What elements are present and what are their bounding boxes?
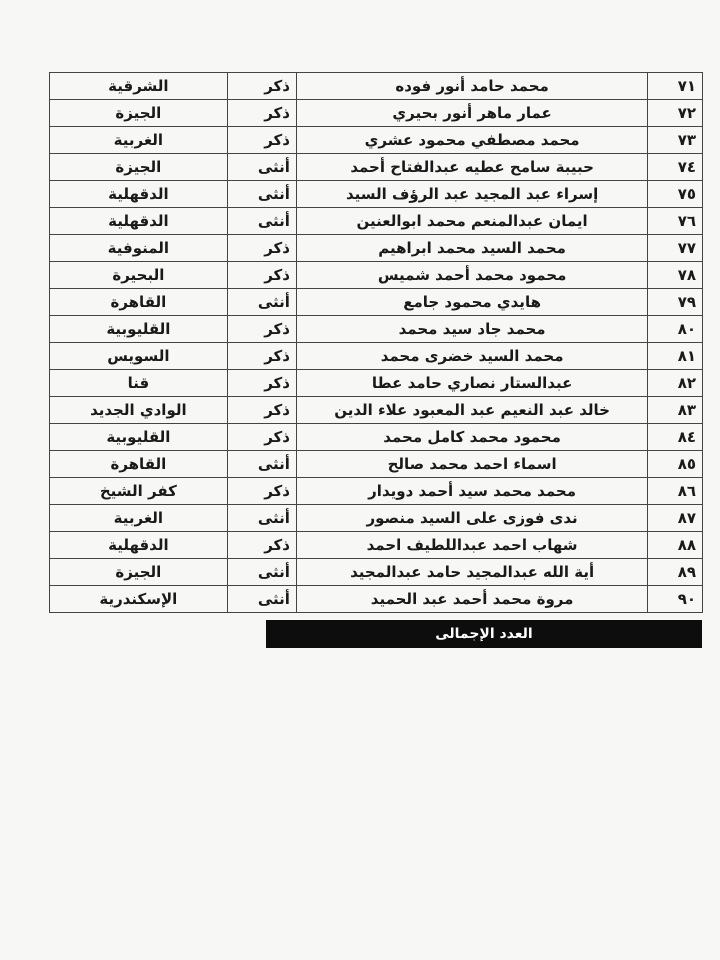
table-row (50, 73, 703, 100)
row-governorate: الشرقية (50, 73, 228, 100)
row-number: ٨٥ (648, 451, 703, 478)
row-name: عمار ماهر أنور بحيري (296, 100, 647, 127)
row-number: ٧٤ (648, 154, 703, 181)
row-governorate: القاهرة (50, 289, 228, 316)
table-row (50, 127, 703, 154)
table-row (50, 181, 703, 208)
table-row (50, 370, 703, 397)
row-name: محمد جاد سيد محمد (296, 316, 647, 343)
row-governorate: القليوبية (50, 316, 228, 343)
row-governorate: البحيرة (50, 262, 228, 289)
row-governorate: الدقهلية (50, 181, 228, 208)
row-gender: أنثى (227, 208, 296, 235)
row-gender: ذكر (227, 235, 296, 262)
row-governorate: الجيزة (50, 559, 228, 586)
row-number: ٧٥ (648, 181, 703, 208)
table-row (50, 208, 703, 235)
row-number: ٧٧ (648, 235, 703, 262)
row-number: ٨٦ (648, 478, 703, 505)
row-gender: ذكر (227, 532, 296, 559)
table-row (50, 235, 703, 262)
row-number: ٩٠ (648, 586, 703, 613)
row-governorate: الجيزة (50, 154, 228, 181)
row-number: ٧٣ (648, 127, 703, 154)
table-row (50, 478, 703, 505)
row-number: ٧٦ (648, 208, 703, 235)
row-governorate: القاهرة (50, 451, 228, 478)
roster-sheet (49, 72, 703, 613)
table-row (50, 154, 703, 181)
table-row (50, 289, 703, 316)
row-governorate: الجيزة (50, 100, 228, 127)
row-name: هايدي محمود جامع (296, 289, 647, 316)
row-name: محمود محمد أحمد شميس (296, 262, 647, 289)
row-governorate: الإسكندرية (50, 586, 228, 613)
row-gender: ذكر (227, 478, 296, 505)
total-label: العدد الإجمالى (435, 626, 533, 642)
row-name: محمد السيد محمد ابراهيم (296, 235, 647, 262)
row-number: ٨٣ (648, 397, 703, 424)
table-row (50, 262, 703, 289)
row-number: ٧٨ (648, 262, 703, 289)
row-governorate: الغربية (50, 505, 228, 532)
row-name: شهاب احمد عبداللطيف احمد (296, 532, 647, 559)
row-governorate: كفر الشيخ (50, 478, 228, 505)
row-name: محمد محمد سيد أحمد دويدار (296, 478, 647, 505)
row-gender: ذكر (227, 397, 296, 424)
row-gender: ذكر (227, 370, 296, 397)
row-number: ٨٠ (648, 316, 703, 343)
row-gender: ذكر (227, 262, 296, 289)
table-row (50, 559, 703, 586)
row-number: ٨١ (648, 343, 703, 370)
row-name: خالد عبد النعيم عبد المعبود علاء الدين (296, 397, 647, 424)
roster-body (50, 73, 703, 613)
row-governorate: قنا (50, 370, 228, 397)
row-name: محمد مصطفي محمود عشري (296, 127, 647, 154)
row-gender: ذكر (227, 424, 296, 451)
row-name: محمد حامد أنور فوده (296, 73, 647, 100)
row-name: أية الله عبدالمجيد حامد عبدالمجيد (296, 559, 647, 586)
row-name: مروة محمد أحمد عبد الحميد (296, 586, 647, 613)
row-gender: أنثى (227, 181, 296, 208)
row-gender: أنثى (227, 289, 296, 316)
table-row (50, 505, 703, 532)
row-gender: أنثى (227, 154, 296, 181)
row-number: ٧٩ (648, 289, 703, 316)
row-governorate: المنوفية (50, 235, 228, 262)
row-governorate: السويس (50, 343, 228, 370)
row-number: ٨٢ (648, 370, 703, 397)
row-gender: ذكر (227, 73, 296, 100)
row-number: ٨٤ (648, 424, 703, 451)
row-name: إسراء عبد المجيد عبد الرؤف السيد (296, 181, 647, 208)
row-number: ٨٨ (648, 532, 703, 559)
row-name: عبدالستار نصاري حامد عطا (296, 370, 647, 397)
row-gender: ذكر (227, 316, 296, 343)
table-row (50, 424, 703, 451)
row-gender: أنثى (227, 451, 296, 478)
row-gender: ذكر (227, 100, 296, 127)
row-governorate: الغربية (50, 127, 228, 154)
row-name: حبيبة سامح عطيه عبدالفتاح أحمد (296, 154, 647, 181)
row-gender: أنثى (227, 505, 296, 532)
row-number: ٨٩ (648, 559, 703, 586)
row-name: محمد السيد خضرى محمد (296, 343, 647, 370)
row-gender: ذكر (227, 343, 296, 370)
row-name: اسماء احمد محمد صالح (296, 451, 647, 478)
total-count-bar (266, 620, 702, 648)
row-name: ندى فوزى على السيد منصور (296, 505, 647, 532)
table-row (50, 397, 703, 424)
table-row (50, 586, 703, 613)
table-row (50, 316, 703, 343)
row-governorate: الدقهلية (50, 208, 228, 235)
row-gender: أنثى (227, 586, 296, 613)
row-number: ٨٧ (648, 505, 703, 532)
row-name: محمود محمد كامل محمد (296, 424, 647, 451)
row-number: ٧١ (648, 73, 703, 100)
row-name: ايمان عبدالمنعم محمد ابوالعنين (296, 208, 647, 235)
row-governorate: القليوبية (50, 424, 228, 451)
roster-table (49, 72, 703, 613)
row-governorate: الوادي الجديد (50, 397, 228, 424)
table-row (50, 451, 703, 478)
row-gender: أنثى (227, 559, 296, 586)
table-row (50, 100, 703, 127)
row-governorate: الدقهلية (50, 532, 228, 559)
table-row (50, 343, 703, 370)
row-number: ٧٢ (648, 100, 703, 127)
row-gender: ذكر (227, 127, 296, 154)
table-row (50, 532, 703, 559)
